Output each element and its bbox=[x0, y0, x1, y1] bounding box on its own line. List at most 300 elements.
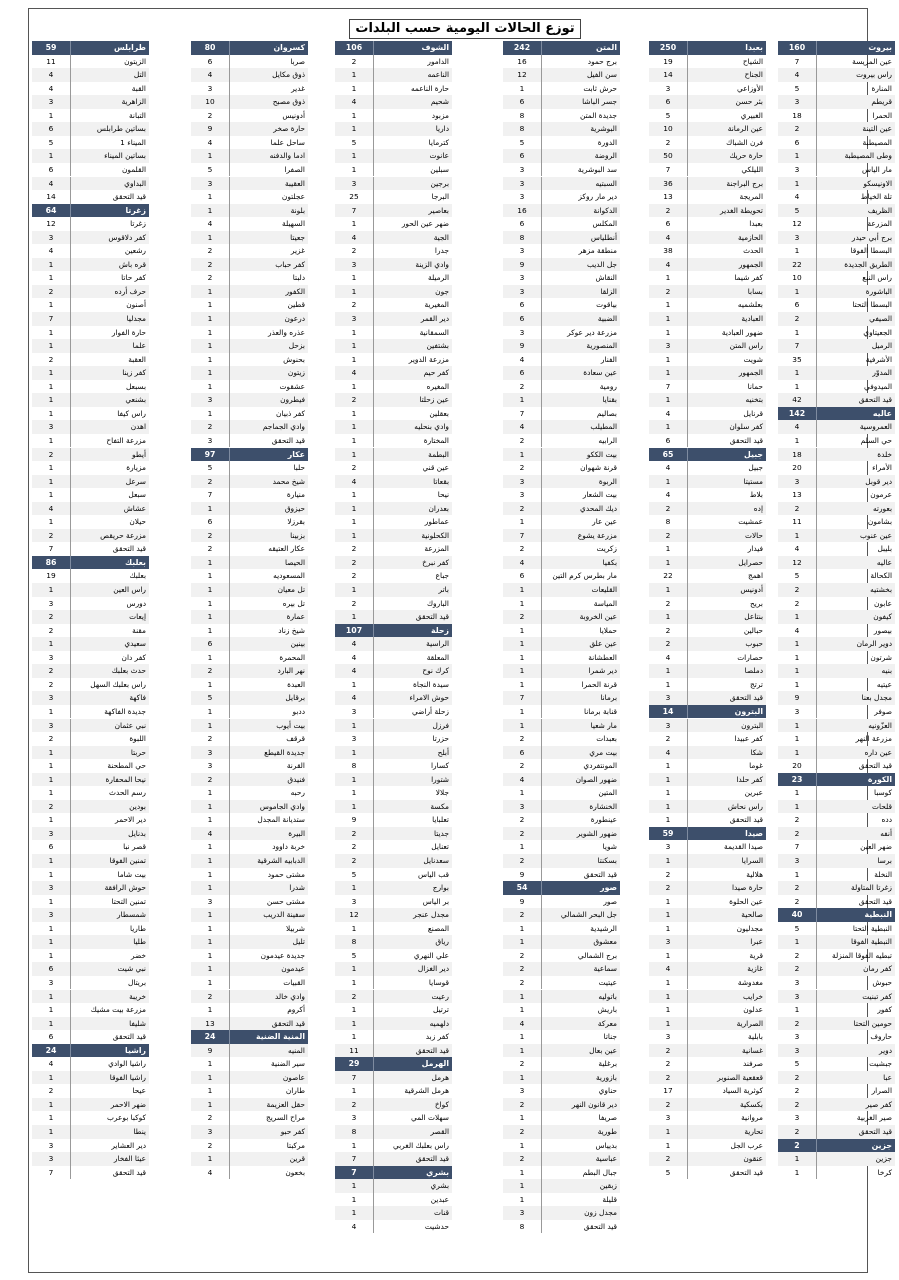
case-count: 38 bbox=[663, 246, 673, 256]
case-count: 6 bbox=[519, 314, 525, 323]
case-count: 7 bbox=[48, 1167, 54, 1177]
town-name: صريفا bbox=[541, 1111, 620, 1125]
case-count: 1 bbox=[794, 666, 800, 676]
table-row bbox=[32, 624, 149, 638]
table-row bbox=[191, 1152, 308, 1166]
case-count: 5 bbox=[519, 137, 525, 147]
table-row bbox=[778, 976, 895, 990]
table-row bbox=[191, 705, 308, 719]
table-row bbox=[32, 664, 149, 678]
table-row bbox=[335, 719, 452, 733]
table-row bbox=[503, 339, 620, 353]
town-name: قب الياس bbox=[373, 868, 452, 882]
table-row bbox=[649, 1030, 766, 1044]
table-row bbox=[778, 691, 895, 705]
town-name: سن الفيل bbox=[541, 68, 620, 82]
town-name: البيرة bbox=[229, 827, 308, 841]
case-count: 6 bbox=[48, 164, 54, 174]
town-name: كفر دلاقوس bbox=[70, 231, 149, 245]
case-count: 4 bbox=[794, 544, 800, 554]
table-row bbox=[778, 624, 895, 638]
case-count: 1 bbox=[48, 856, 54, 865]
case-count: 2 bbox=[519, 734, 525, 744]
case-count: 1 bbox=[794, 801, 800, 811]
table-row bbox=[32, 353, 149, 367]
case-count: 1 bbox=[48, 585, 54, 594]
town-name: النبطية الفوقا bbox=[816, 935, 895, 949]
table-row bbox=[191, 109, 308, 123]
case-count: 1 bbox=[48, 395, 54, 405]
case-count: 1 bbox=[665, 273, 671, 283]
case-count: 13 bbox=[792, 490, 802, 500]
case-count: 11 bbox=[46, 56, 56, 66]
case-count: 3 bbox=[665, 1032, 671, 1042]
case-count: 12 bbox=[792, 557, 802, 567]
case-count: 1 bbox=[48, 991, 54, 1001]
table-row bbox=[335, 420, 452, 434]
table-row bbox=[191, 529, 308, 543]
case-count: 3 bbox=[351, 734, 357, 744]
town-name: غازية bbox=[687, 962, 766, 976]
town-name: بيصور bbox=[816, 624, 895, 638]
table-row bbox=[32, 813, 149, 827]
case-count: 8 bbox=[351, 761, 357, 771]
case-count: 5 bbox=[207, 693, 213, 703]
table-row bbox=[649, 868, 766, 882]
table-row bbox=[335, 1030, 452, 1044]
table-row bbox=[335, 163, 452, 177]
table-row bbox=[649, 1044, 766, 1058]
case-count: 1 bbox=[794, 788, 800, 798]
table-row bbox=[335, 854, 452, 868]
table-row bbox=[503, 461, 620, 475]
town-name: دلبتا bbox=[229, 271, 308, 285]
case-count: 1 bbox=[519, 625, 525, 635]
case-count: 4 bbox=[351, 693, 357, 703]
table-row bbox=[335, 1084, 452, 1098]
table-row bbox=[32, 881, 149, 895]
town-name: الصفرا bbox=[229, 163, 308, 177]
table-row bbox=[32, 542, 149, 556]
table-row bbox=[32, 746, 149, 760]
town-name: بيت مري bbox=[541, 746, 620, 760]
case-count: 3 bbox=[665, 693, 671, 703]
table-row bbox=[335, 488, 452, 502]
table-row bbox=[649, 840, 766, 854]
district-name: بعلبك bbox=[70, 556, 149, 570]
table-row bbox=[191, 1098, 308, 1112]
table-row bbox=[503, 813, 620, 827]
case-count: 4 bbox=[48, 178, 54, 188]
case-count: 25 bbox=[349, 192, 359, 202]
town-name: العبادية bbox=[687, 312, 766, 326]
town-name: منيارة bbox=[229, 488, 308, 502]
case-count: 2 bbox=[351, 842, 357, 852]
table-row bbox=[32, 149, 149, 163]
case-count: 1 bbox=[207, 923, 213, 933]
town-name: بعبدات bbox=[541, 732, 620, 746]
case-count: 2 bbox=[351, 395, 357, 405]
town-name: راشيا الفوقا bbox=[70, 1071, 149, 1085]
table-row bbox=[778, 569, 895, 583]
case-count: 1 bbox=[665, 856, 671, 865]
town-name: ضهر عين الحور bbox=[373, 217, 452, 231]
case-count: 1 bbox=[351, 774, 357, 784]
case-count: 6 bbox=[519, 219, 525, 229]
table-row bbox=[778, 759, 895, 773]
town-name: الخنشارة bbox=[541, 800, 620, 814]
table-row bbox=[191, 1139, 308, 1153]
town-name: فيطرون bbox=[229, 393, 308, 407]
town-name: المنصورية bbox=[541, 339, 620, 353]
table-row bbox=[649, 231, 766, 245]
town-name: تمنين التحتا bbox=[70, 895, 149, 909]
town-name: النبطية التحتا bbox=[816, 922, 895, 936]
table-row bbox=[191, 542, 308, 556]
town-name: السرايا bbox=[687, 854, 766, 868]
town-name: شربيلا bbox=[229, 922, 308, 936]
table-row bbox=[335, 380, 452, 394]
town-name: أنطلياس bbox=[541, 231, 620, 245]
case-count: 1 bbox=[519, 1072, 525, 1082]
table-row bbox=[503, 475, 620, 489]
table-row bbox=[191, 976, 308, 990]
town-name: جبيل bbox=[687, 461, 766, 475]
district-name: الشوف bbox=[373, 41, 452, 55]
town-name: جل الديب bbox=[541, 258, 620, 272]
table-row bbox=[778, 678, 895, 692]
table-row bbox=[649, 407, 766, 421]
town-name: ادما والدفنه bbox=[229, 149, 308, 163]
case-count: 6 bbox=[519, 97, 525, 107]
section-header-row bbox=[335, 624, 452, 638]
town-name: بدنايل bbox=[70, 827, 149, 841]
town-name: سبلين bbox=[373, 163, 452, 177]
table-row bbox=[503, 122, 620, 136]
town-name: كرخا bbox=[816, 1166, 895, 1180]
case-count: 1 bbox=[794, 720, 800, 730]
district-total: 242 bbox=[513, 43, 531, 52]
case-count: 7 bbox=[665, 164, 671, 174]
district-name: المنية الضنية bbox=[229, 1030, 308, 1044]
town-name: تحارية bbox=[687, 1125, 766, 1139]
case-count: 2 bbox=[207, 259, 213, 269]
case-count: 2 bbox=[665, 286, 671, 296]
case-count: 3 bbox=[207, 395, 213, 405]
town-name: غوما bbox=[687, 759, 766, 773]
case-count: 6 bbox=[519, 151, 525, 161]
table-row bbox=[32, 55, 149, 69]
town-name: حاروف bbox=[816, 1030, 895, 1044]
case-count: 1 bbox=[351, 354, 357, 364]
case-count: 2 bbox=[48, 625, 54, 635]
case-count: 3 bbox=[794, 97, 800, 107]
case-count: 50 bbox=[663, 151, 673, 161]
case-count: 1 bbox=[519, 842, 525, 852]
table-row bbox=[649, 786, 766, 800]
case-count: 1 bbox=[48, 490, 54, 500]
case-count: 3 bbox=[48, 910, 54, 920]
table-row bbox=[503, 759, 620, 773]
table-row bbox=[335, 136, 452, 150]
section-header-row bbox=[32, 556, 149, 570]
table-row bbox=[503, 840, 620, 854]
table-row bbox=[503, 1030, 620, 1044]
town-name: حارة حريك bbox=[687, 149, 766, 163]
case-count: 1 bbox=[665, 476, 671, 486]
town-name: دير قانون النهر bbox=[541, 1098, 620, 1112]
town-name: القصر bbox=[373, 1125, 452, 1139]
town-name: بودين bbox=[70, 800, 149, 814]
table-row bbox=[32, 231, 149, 245]
town-name: مار شعيا bbox=[541, 719, 620, 733]
town-name: طورية bbox=[541, 1125, 620, 1139]
case-count: 4 bbox=[48, 83, 54, 93]
town-name: بكفيا bbox=[541, 556, 620, 570]
table-row bbox=[191, 827, 308, 841]
town-name: مروانية bbox=[687, 1111, 766, 1125]
town-name: هلالية bbox=[687, 868, 766, 882]
case-count: 3 bbox=[665, 341, 671, 351]
table-row bbox=[649, 597, 766, 611]
town-name: قره باش bbox=[70, 258, 149, 272]
town-name: بعلبك bbox=[70, 569, 149, 583]
case-count: 2 bbox=[794, 314, 800, 323]
table-row bbox=[32, 800, 149, 814]
town-name: كوكبا بوعرب bbox=[70, 1111, 149, 1125]
town-name: الحمرا bbox=[816, 109, 895, 123]
case-count: 4 bbox=[665, 652, 671, 662]
case-count: 7 bbox=[794, 341, 800, 351]
town-name: المزرعة bbox=[816, 217, 895, 231]
town-name: المنارة bbox=[816, 82, 895, 96]
case-count: 2 bbox=[351, 56, 357, 66]
case-count: 1 bbox=[48, 1005, 54, 1015]
town-name: بشنعي bbox=[70, 393, 149, 407]
table-row bbox=[503, 217, 620, 231]
table-row bbox=[503, 1057, 620, 1071]
table-row bbox=[335, 1098, 452, 1112]
town-name: قيد التحقق bbox=[687, 691, 766, 705]
case-count: 1 bbox=[351, 788, 357, 798]
case-count: 2 bbox=[794, 1086, 800, 1096]
town-name: سماعية bbox=[541, 962, 620, 976]
case-count: 4 bbox=[665, 747, 671, 757]
table-row bbox=[32, 637, 149, 651]
town-name: قيد التحقق bbox=[541, 1220, 620, 1234]
case-count: 1 bbox=[794, 530, 800, 540]
table-row bbox=[335, 962, 452, 976]
town-name: شدرا bbox=[229, 881, 308, 895]
table-row bbox=[649, 1125, 766, 1139]
case-count: 5 bbox=[665, 110, 671, 120]
table-row bbox=[191, 298, 308, 312]
case-count: 1 bbox=[519, 666, 525, 676]
town-name: بعبدا bbox=[687, 217, 766, 231]
case-count: 4 bbox=[665, 259, 671, 269]
case-count: 1 bbox=[351, 1018, 357, 1028]
town-name: ضهر الاحمر bbox=[70, 1098, 149, 1112]
table-row bbox=[191, 556, 308, 570]
town-name: العطشانة bbox=[541, 651, 620, 665]
town-name: مجدل زون bbox=[541, 1206, 620, 1220]
table-row bbox=[32, 258, 149, 272]
town-name: عينطورة bbox=[541, 813, 620, 827]
district-name: بعبدا bbox=[687, 41, 766, 55]
table-row bbox=[778, 990, 895, 1004]
town-name: حصرايل bbox=[687, 556, 766, 570]
case-count: 4 bbox=[794, 70, 800, 80]
town-name: جعيتا bbox=[229, 231, 308, 245]
table-row bbox=[503, 353, 620, 367]
town-name: عين الخروبة bbox=[541, 610, 620, 624]
case-count: 2 bbox=[519, 1154, 525, 1164]
town-name: عين علق bbox=[541, 637, 620, 651]
town-name: سفينة الدريب bbox=[229, 908, 308, 922]
case-count: 1 bbox=[665, 977, 671, 987]
town-name: الزلقا bbox=[541, 285, 620, 299]
town-name: عبرين bbox=[687, 786, 766, 800]
town-name: أيطو bbox=[70, 448, 149, 462]
table-row bbox=[649, 122, 766, 136]
section-header-row bbox=[649, 827, 766, 841]
section-header-row bbox=[335, 1057, 452, 1071]
case-count: 1 bbox=[207, 883, 213, 893]
table-row bbox=[191, 990, 308, 1004]
town-name: عين سعادة bbox=[541, 366, 620, 380]
town-name: جناتا bbox=[541, 1030, 620, 1044]
table-row bbox=[649, 881, 766, 895]
table-row bbox=[649, 434, 766, 448]
town-name: هرمل bbox=[373, 1071, 452, 1085]
section-header-row bbox=[778, 908, 895, 922]
table-row bbox=[649, 258, 766, 272]
town-name: دملصا bbox=[687, 664, 766, 678]
town-name: إيعات bbox=[70, 610, 149, 624]
town-name: المحمرة bbox=[229, 651, 308, 665]
town-name: حبالين bbox=[687, 624, 766, 638]
case-count: 4 bbox=[207, 219, 213, 229]
table-row bbox=[503, 380, 620, 394]
town-name: تليل bbox=[229, 935, 308, 949]
table-row bbox=[32, 529, 149, 543]
town-name: كفر صير bbox=[816, 1098, 895, 1112]
table-row bbox=[649, 488, 766, 502]
table-row bbox=[335, 597, 452, 611]
case-count: 3 bbox=[794, 991, 800, 1001]
town-name: بعلشميه bbox=[687, 298, 766, 312]
case-count: 11 bbox=[792, 517, 802, 527]
town-name: المياسة bbox=[541, 597, 620, 611]
case-count: 4 bbox=[207, 828, 213, 838]
section-header-row bbox=[335, 1166, 452, 1180]
case-count: 1 bbox=[207, 1059, 213, 1069]
town-name: عين بعال bbox=[541, 1044, 620, 1058]
table-row bbox=[335, 1152, 452, 1166]
case-count: 3 bbox=[665, 1113, 671, 1123]
district-total: 59 bbox=[45, 43, 57, 52]
case-count: 2 bbox=[48, 666, 54, 676]
table-row bbox=[335, 231, 452, 245]
town-name: عشاش bbox=[70, 502, 149, 516]
town-name: غسانية bbox=[687, 1044, 766, 1058]
case-count: 2 bbox=[519, 950, 525, 960]
table-row bbox=[778, 881, 895, 895]
table-row bbox=[32, 651, 149, 665]
case-count: 1 bbox=[351, 422, 357, 432]
town-name: الدورة bbox=[541, 136, 620, 150]
table-row bbox=[778, 298, 895, 312]
case-count: 10 bbox=[663, 124, 673, 134]
town-name: حربتا bbox=[70, 746, 149, 760]
case-count: 3 bbox=[48, 977, 54, 987]
table-row bbox=[778, 448, 895, 462]
table-row bbox=[32, 1166, 149, 1180]
case-count: 3 bbox=[665, 842, 671, 852]
town-name: الدبابيه الشرقية bbox=[229, 854, 308, 868]
town-name: راس بعلبك الغربي bbox=[373, 1139, 452, 1153]
table-row bbox=[503, 488, 620, 502]
table-row bbox=[778, 542, 895, 556]
table-row bbox=[335, 285, 452, 299]
town-name: دير شمرا bbox=[541, 664, 620, 678]
case-count: 1 bbox=[665, 557, 671, 567]
case-count: 4 bbox=[48, 503, 54, 513]
case-count: 6 bbox=[794, 137, 800, 147]
town-name: المدوّر bbox=[816, 366, 895, 380]
case-count: 1 bbox=[351, 883, 357, 893]
case-count: 1 bbox=[48, 923, 54, 933]
table-row bbox=[32, 312, 149, 326]
table-row bbox=[503, 529, 620, 543]
table-row bbox=[503, 800, 620, 814]
table-row bbox=[32, 705, 149, 719]
table-row bbox=[778, 1111, 895, 1125]
district-total: 14 bbox=[662, 706, 674, 716]
town-name: الناعمه bbox=[373, 68, 452, 82]
table-row bbox=[335, 95, 452, 109]
district-total: 97 bbox=[204, 449, 216, 459]
case-count: 4 bbox=[794, 625, 800, 635]
case-count: 1 bbox=[48, 788, 54, 798]
town-name: بابلية bbox=[687, 1030, 766, 1044]
table-row bbox=[191, 1125, 308, 1139]
table-row bbox=[503, 55, 620, 69]
table-row bbox=[503, 610, 620, 624]
district-total: 64 bbox=[45, 205, 57, 215]
table-row bbox=[335, 1071, 452, 1085]
town-name: دده bbox=[816, 813, 895, 827]
case-count: 6 bbox=[519, 300, 525, 310]
table-row bbox=[503, 949, 620, 963]
table-row bbox=[503, 691, 620, 705]
town-name: برمانا bbox=[541, 691, 620, 705]
town-name: بلاط bbox=[687, 488, 766, 502]
case-count: 1 bbox=[519, 1005, 525, 1015]
town-name: أبلح bbox=[373, 746, 452, 760]
table-row bbox=[503, 868, 620, 882]
table-row bbox=[335, 1193, 452, 1207]
table-row bbox=[503, 1017, 620, 1031]
case-count: 12 bbox=[46, 219, 56, 229]
case-count: 4 bbox=[519, 422, 525, 432]
case-count: 1 bbox=[665, 354, 671, 364]
case-count: 2 bbox=[48, 801, 54, 811]
table-row bbox=[778, 231, 895, 245]
case-count: 2 bbox=[48, 354, 54, 364]
table-row bbox=[503, 1166, 620, 1180]
case-count: 3 bbox=[519, 192, 525, 202]
